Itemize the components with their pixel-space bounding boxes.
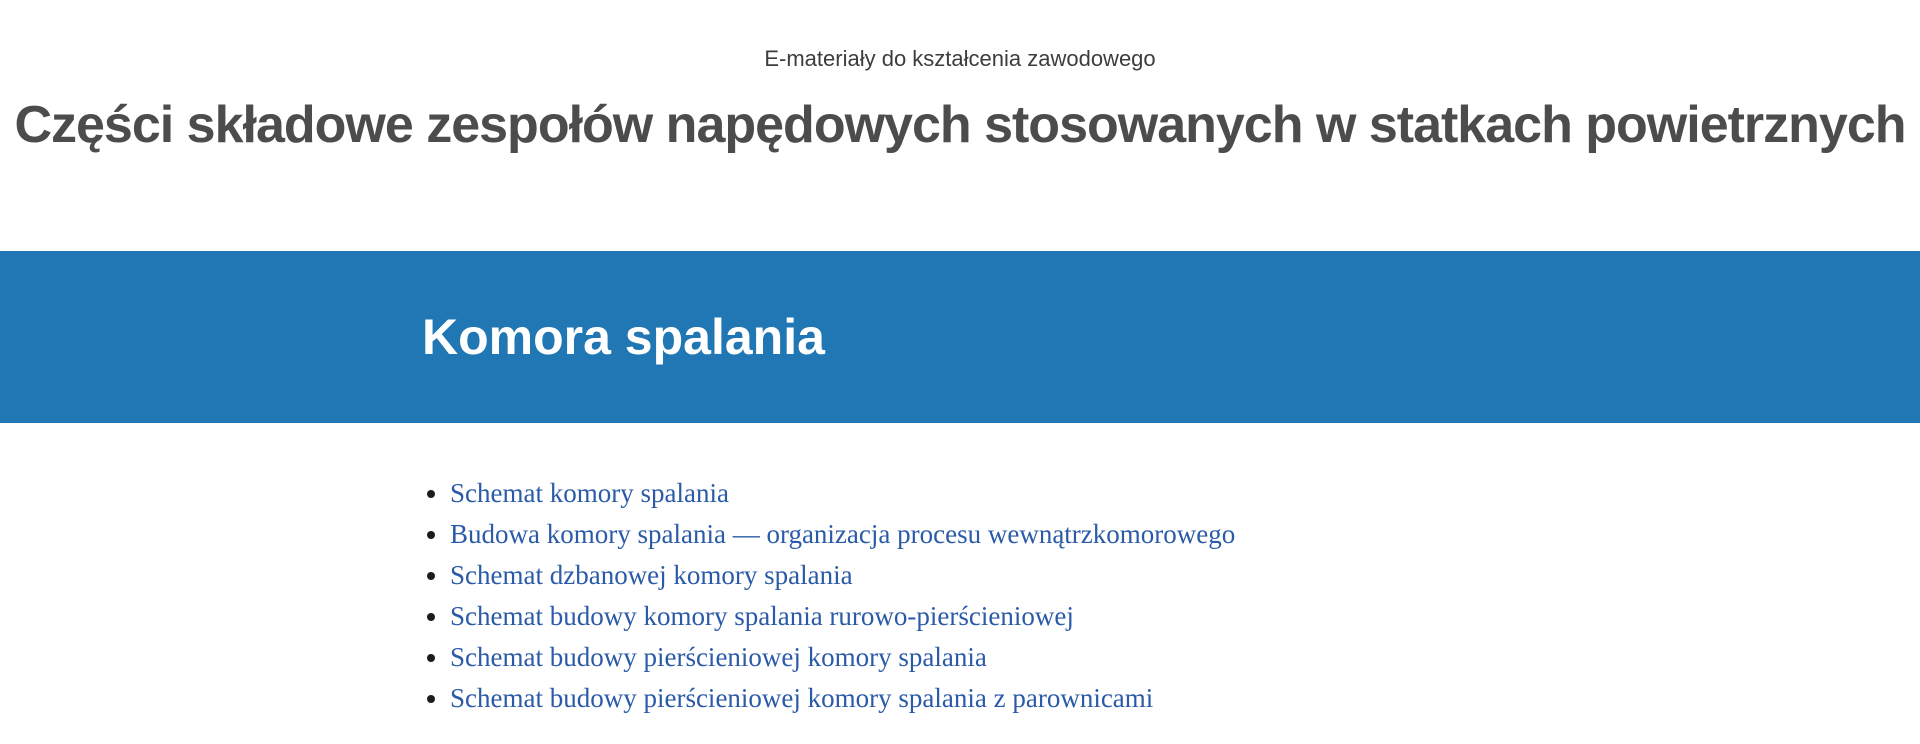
eyebrow-text: E-materiały do kształcenia zawodowego [764, 46, 1156, 71]
link-budowa-komory-spalania[interactable]: Budowa komory spalania — organizacja procesu wewnątrzkomorowego [450, 519, 1236, 549]
link-schemat-komory-spalania[interactable]: Schemat komory spalania [450, 478, 729, 508]
link-schemat-pierscieniowej[interactable]: Schemat budowy pierścieniowej komory spalania [450, 642, 987, 672]
link-schemat-rurowo-pierscieniowej[interactable]: Schemat budowy komory spalania rurowo-pierścieniowej [450, 601, 1074, 631]
list-item [450, 637, 1510, 678]
page-header [0, 46, 1920, 156]
main-content [0, 473, 1920, 719]
list-item [450, 555, 1510, 596]
links-list [410, 473, 1510, 719]
section-banner [0, 251, 1920, 423]
page-title: Części składowe zespołów napędowych stosowanych w statkach powietrznych [14, 96, 1906, 154]
link-schemat-dzbanowej-komory[interactable]: Schemat dzbanowej komory spalania [450, 560, 853, 590]
content-container [410, 473, 1510, 719]
banner-container [410, 308, 1510, 366]
link-schemat-pierscieniowej-z-parownicami[interactable]: Schemat budowy pierścieniowej komory spalania z parownicami [450, 683, 1154, 713]
list-item [450, 596, 1510, 637]
list-item [450, 678, 1510, 719]
banner-heading: Komora spalania [422, 309, 825, 365]
list-item [450, 473, 1510, 514]
list-item [450, 514, 1510, 555]
